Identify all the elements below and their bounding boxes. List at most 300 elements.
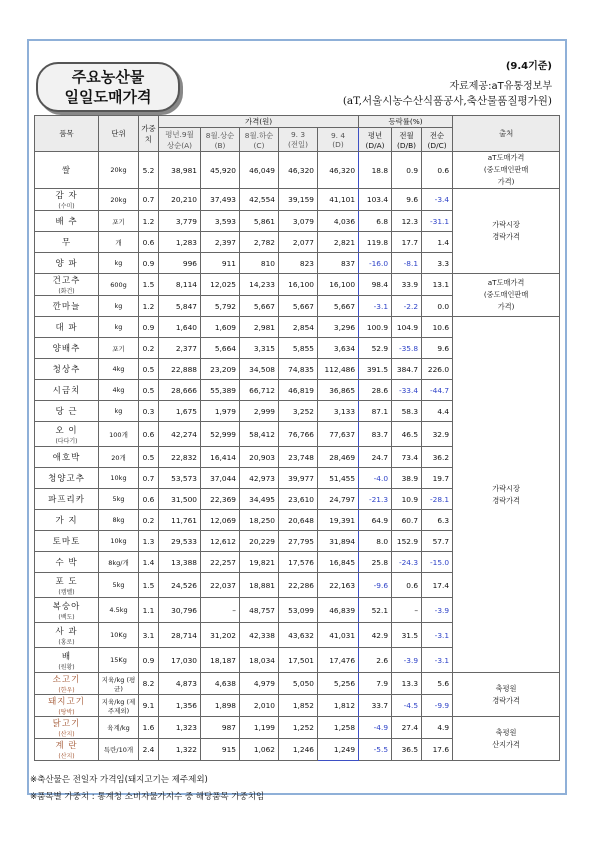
change-cell: 8.0 bbox=[359, 531, 392, 552]
price-cell: 19,821 bbox=[240, 552, 279, 573]
price-cell: 987 bbox=[201, 717, 240, 739]
change-cell: 6.8 bbox=[359, 211, 392, 232]
price-cell: 915 bbox=[201, 739, 240, 761]
item-name bbox=[35, 232, 99, 253]
change-cell: 6.3 bbox=[422, 510, 453, 531]
price-cell: 2,981 bbox=[240, 317, 279, 338]
change-cell: -3.9 bbox=[392, 648, 422, 673]
change-cell: -21.3 bbox=[359, 489, 392, 510]
item-name bbox=[35, 531, 99, 552]
item-name bbox=[35, 296, 99, 317]
item-name-text: 시금치 bbox=[52, 386, 81, 396]
item-name-text: 양 파 bbox=[55, 259, 78, 269]
source-line: 가격) bbox=[497, 302, 515, 311]
price-cell: 1,258 bbox=[318, 717, 359, 739]
item-weight: 1.1 bbox=[139, 598, 159, 623]
item-weight: 1.2 bbox=[139, 296, 159, 317]
header-price-col bbox=[279, 128, 318, 152]
item-variety: (산지) bbox=[58, 753, 75, 760]
price-cell: 17,576 bbox=[279, 552, 318, 573]
item-weight: 0.7 bbox=[139, 189, 159, 211]
item-name-text: 무 bbox=[61, 238, 72, 248]
item-variety: (홍로) bbox=[58, 638, 75, 646]
item-name-text: 애호박 bbox=[52, 453, 81, 463]
change-cell: 0.9 bbox=[392, 152, 422, 189]
item-weight: 0.5 bbox=[139, 380, 159, 401]
item-weight: 5.2 bbox=[139, 152, 159, 189]
item-name bbox=[35, 317, 99, 338]
item-variety: (수미) bbox=[58, 203, 75, 210]
price-cell: 2,999 bbox=[240, 401, 279, 422]
item-weight: 1.6 bbox=[139, 717, 159, 739]
price-cell: 1,322 bbox=[159, 739, 201, 761]
footnote-weight: ※품목별 가중치 : 통계청 소비자물가지수 중 해당품목 가중치임 bbox=[30, 792, 265, 802]
price-cell: 17,030 bbox=[159, 648, 201, 673]
change-cell: 31.5 bbox=[392, 623, 422, 648]
price-cell: 20,648 bbox=[279, 510, 318, 531]
item-name bbox=[35, 338, 99, 359]
price-cell: 5,855 bbox=[279, 338, 318, 359]
price-cell: 5,667 bbox=[318, 296, 359, 317]
item-name-text: 배 bbox=[61, 651, 72, 662]
source-cell bbox=[453, 152, 560, 189]
price-cell: 20,903 bbox=[240, 447, 279, 468]
header-change-col bbox=[422, 128, 453, 152]
header-col-line1: 9. 3 bbox=[290, 129, 306, 139]
item-unit: 5kg bbox=[99, 573, 139, 598]
header-col-line1: 8월.하순 bbox=[244, 130, 274, 140]
price-cell: 16,414 bbox=[201, 447, 240, 468]
price-cell: 58,412 bbox=[240, 422, 279, 447]
item-unit: 개 bbox=[99, 232, 139, 253]
price-cell: 37,044 bbox=[201, 468, 240, 489]
header-change-col bbox=[392, 128, 422, 152]
source-line: aT도매가격 bbox=[487, 278, 525, 287]
source-line: 경락가격 bbox=[492, 495, 520, 505]
change-cell: 24.7 bbox=[359, 447, 392, 468]
change-cell: -3.9 bbox=[422, 598, 453, 623]
price-cell: 28,666 bbox=[159, 380, 201, 401]
price-cell: 41,031 bbox=[318, 623, 359, 648]
change-cell: 87.1 bbox=[359, 401, 392, 422]
price-cell: 24,797 bbox=[318, 489, 359, 510]
item-unit: 10kg bbox=[99, 531, 139, 552]
item-name bbox=[35, 189, 99, 211]
change-cell: -4.0 bbox=[359, 468, 392, 489]
price-cell: 11,761 bbox=[159, 510, 201, 531]
source-line: 가락시장 bbox=[492, 483, 520, 493]
price-cell: 22,257 bbox=[201, 552, 240, 573]
item-weight: 3.1 bbox=[139, 623, 159, 648]
item-variety: (한우) bbox=[58, 687, 75, 694]
source-cell bbox=[453, 317, 560, 673]
item-weight: 0.2 bbox=[139, 338, 159, 359]
source-line: 산지가격 bbox=[492, 739, 520, 749]
change-cell: 9.6 bbox=[422, 338, 453, 359]
header-col-line2: 상순(A) bbox=[166, 140, 193, 150]
source-cell bbox=[453, 274, 560, 317]
change-cell: 0.6 bbox=[422, 152, 453, 189]
item-name bbox=[35, 253, 99, 274]
change-cell: 25.8 bbox=[359, 552, 392, 573]
item-name bbox=[35, 739, 99, 761]
price-cell: 911 bbox=[201, 253, 240, 274]
source-line: 축평원 bbox=[495, 727, 517, 737]
header-price-col bbox=[159, 128, 201, 152]
item-variety: (산지) bbox=[58, 731, 75, 738]
price-cell: 12,612 bbox=[201, 531, 240, 552]
price-cell: 2,854 bbox=[279, 317, 318, 338]
price-cell: 42,554 bbox=[240, 189, 279, 211]
table-row bbox=[35, 317, 560, 338]
price-cell: 23,610 bbox=[279, 489, 318, 510]
item-unit: 15Kg bbox=[99, 648, 139, 673]
price-cell: 46,819 bbox=[279, 380, 318, 401]
change-cell: 0.0 bbox=[422, 296, 453, 317]
item-name bbox=[35, 359, 99, 380]
price-cell: 53,099 bbox=[279, 598, 318, 623]
item-name-text: 대 파 bbox=[55, 323, 78, 333]
item-name-text: 닭고기 bbox=[52, 719, 81, 729]
price-cell: 996 bbox=[159, 253, 201, 274]
change-cell: 4.9 bbox=[422, 717, 453, 739]
item-name bbox=[35, 573, 99, 598]
price-cell: 3,593 bbox=[201, 211, 240, 232]
change-cell: 384.7 bbox=[392, 359, 422, 380]
price-cell: 1,640 bbox=[159, 317, 201, 338]
table-row bbox=[35, 717, 560, 739]
item-unit: 4.5kg bbox=[99, 598, 139, 623]
price-cell: 55,389 bbox=[201, 380, 240, 401]
price-cell: 3,079 bbox=[279, 211, 318, 232]
data-sources: (aT,서울시농수산식품공사,축산물품질평가원) bbox=[342, 95, 552, 107]
change-cell: -3.1 bbox=[359, 296, 392, 317]
item-weight: 1.3 bbox=[139, 531, 159, 552]
change-cell: 13.3 bbox=[392, 673, 422, 695]
price-cell: 31,500 bbox=[159, 489, 201, 510]
change-cell: -35.8 bbox=[392, 338, 422, 359]
header-col-line1: 전순 bbox=[429, 130, 445, 140]
header-col-line1: 평년.9월 bbox=[165, 129, 194, 139]
table-row bbox=[35, 274, 560, 296]
item-variety: (백도) bbox=[58, 613, 75, 621]
item-name bbox=[35, 422, 99, 447]
price-cell: 53,573 bbox=[159, 468, 201, 489]
table-row bbox=[35, 673, 560, 695]
item-unit: 100개 bbox=[99, 422, 139, 447]
price-table bbox=[34, 115, 560, 761]
change-cell: – bbox=[392, 598, 422, 623]
item-name bbox=[35, 648, 99, 673]
change-cell: 12.3 bbox=[392, 211, 422, 232]
price-cell: 18,250 bbox=[240, 510, 279, 531]
item-unit: kg bbox=[99, 317, 139, 338]
table-row bbox=[35, 189, 560, 211]
item-unit: 20kg bbox=[99, 189, 139, 211]
price-cell: 22,037 bbox=[201, 573, 240, 598]
price-cell: 77,637 bbox=[318, 422, 359, 447]
header-change-col bbox=[359, 128, 392, 152]
item-unit: 4kg bbox=[99, 359, 139, 380]
item-unit: 4kg bbox=[99, 380, 139, 401]
price-cell: 51,455 bbox=[318, 468, 359, 489]
price-cell: 1,062 bbox=[240, 739, 279, 761]
price-cell: 19,391 bbox=[318, 510, 359, 531]
price-cell: 42,274 bbox=[159, 422, 201, 447]
price-cell: 3,634 bbox=[318, 338, 359, 359]
change-cell: 152.9 bbox=[392, 531, 422, 552]
item-name-text: 포 도 bbox=[55, 576, 78, 587]
price-cell: 39,977 bbox=[279, 468, 318, 489]
item-unit: 10Kg bbox=[99, 623, 139, 648]
change-cell: -24.3 bbox=[392, 552, 422, 573]
price-cell: 17,501 bbox=[279, 648, 318, 673]
header-change-group: 등락률(%) bbox=[359, 116, 453, 128]
price-cell: 43,632 bbox=[279, 623, 318, 648]
price-cell: 31,202 bbox=[201, 623, 240, 648]
price-cell: 14,233 bbox=[240, 274, 279, 296]
price-cell: 31,894 bbox=[318, 531, 359, 552]
change-cell: 1.4 bbox=[422, 232, 453, 253]
item-name bbox=[35, 211, 99, 232]
item-unit: 8kg bbox=[99, 510, 139, 531]
price-cell: 45,920 bbox=[201, 152, 240, 189]
header-col-line2: (B) bbox=[214, 140, 226, 150]
change-cell: 73.4 bbox=[392, 447, 422, 468]
price-cell: 5,664 bbox=[201, 338, 240, 359]
header-item: 품목 bbox=[35, 116, 99, 152]
price-cell: 1,356 bbox=[159, 695, 201, 717]
change-cell: 9.6 bbox=[392, 189, 422, 211]
item-name bbox=[35, 274, 99, 296]
item-weight: 8.2 bbox=[139, 673, 159, 695]
price-cell: 5,861 bbox=[240, 211, 279, 232]
price-cell: 1,323 bbox=[159, 717, 201, 739]
price-cell: 24,526 bbox=[159, 573, 201, 598]
item-name-text: 건고추 bbox=[52, 276, 81, 286]
price-cell: 23,209 bbox=[201, 359, 240, 380]
item-weight: 0.9 bbox=[139, 648, 159, 673]
change-cell: 103.4 bbox=[359, 189, 392, 211]
item-weight: 1.4 bbox=[139, 552, 159, 573]
price-cell: 42,973 bbox=[240, 468, 279, 489]
header-col-line1: 9. 4 bbox=[330, 130, 346, 140]
price-cell: 46,320 bbox=[318, 152, 359, 189]
change-cell: 27.4 bbox=[392, 717, 422, 739]
change-cell: 7.9 bbox=[359, 673, 392, 695]
item-name-text: 배 추 bbox=[55, 217, 78, 227]
price-cell: 4,873 bbox=[159, 673, 201, 695]
price-cell: 112,486 bbox=[318, 359, 359, 380]
price-cell: 29,533 bbox=[159, 531, 201, 552]
table-body bbox=[35, 152, 560, 761]
price-cell: 27,795 bbox=[279, 531, 318, 552]
title-line2: 일일도매가격 bbox=[64, 88, 152, 106]
change-cell: 226.0 bbox=[422, 359, 453, 380]
item-weight: 1.5 bbox=[139, 573, 159, 598]
item-weight: 0.5 bbox=[139, 359, 159, 380]
price-cell: 4,638 bbox=[201, 673, 240, 695]
change-cell: -2.2 bbox=[392, 296, 422, 317]
item-name bbox=[35, 468, 99, 489]
item-name bbox=[35, 673, 99, 695]
change-cell: 391.5 bbox=[359, 359, 392, 380]
price-cell: 3,252 bbox=[279, 401, 318, 422]
item-variety: (다다기) bbox=[55, 437, 78, 445]
change-cell: 58.3 bbox=[392, 401, 422, 422]
price-cell: 22,286 bbox=[279, 573, 318, 598]
item-unit: 지육/kg (평균) bbox=[99, 673, 139, 695]
item-weight: 0.6 bbox=[139, 489, 159, 510]
header-col-line1: 평년 bbox=[367, 130, 383, 140]
price-cell: 1,812 bbox=[318, 695, 359, 717]
header-col-line2: (D) bbox=[332, 139, 344, 149]
header-col-line2: (D/B) bbox=[397, 140, 417, 150]
price-cell: 1,609 bbox=[201, 317, 240, 338]
change-cell: 64.9 bbox=[359, 510, 392, 531]
header-col-line2: (전일) bbox=[287, 139, 309, 149]
item-weight: 1.5 bbox=[139, 274, 159, 296]
price-cell: 28,714 bbox=[159, 623, 201, 648]
price-cell: 1,283 bbox=[159, 232, 201, 253]
price-cell: 2,782 bbox=[240, 232, 279, 253]
change-cell: 13.1 bbox=[422, 274, 453, 296]
price-cell: 34,495 bbox=[240, 489, 279, 510]
item-name-text: 깐마늘 bbox=[52, 302, 81, 312]
item-name-text: 양배추 bbox=[52, 344, 81, 354]
price-cell: 18,034 bbox=[240, 648, 279, 673]
price-cell: 46,839 bbox=[318, 598, 359, 623]
table-row bbox=[35, 152, 560, 189]
change-cell: 60.7 bbox=[392, 510, 422, 531]
change-cell: -3.1 bbox=[422, 623, 453, 648]
item-name-text: 사 과 bbox=[55, 626, 78, 637]
price-cell: 22,888 bbox=[159, 359, 201, 380]
price-cell: 42,338 bbox=[240, 623, 279, 648]
price-cell: 34,508 bbox=[240, 359, 279, 380]
page-title bbox=[36, 62, 180, 112]
price-cell: 23,748 bbox=[279, 447, 318, 468]
price-cell: 74,835 bbox=[279, 359, 318, 380]
price-cell: 1,852 bbox=[279, 695, 318, 717]
item-name-text: 계 란 bbox=[55, 741, 78, 751]
price-cell: 37,493 bbox=[201, 189, 240, 211]
price-cell: 4,979 bbox=[240, 673, 279, 695]
item-weight: 0.6 bbox=[139, 232, 159, 253]
footnote-livestock: ※축산물은 전일자 가격임(돼지고기는 제주제외) bbox=[30, 775, 208, 785]
price-cell: 76,766 bbox=[279, 422, 318, 447]
change-cell: -44.7 bbox=[422, 380, 453, 401]
price-cell: 22,369 bbox=[201, 489, 240, 510]
item-unit: kg bbox=[99, 401, 139, 422]
price-cell: 2,010 bbox=[240, 695, 279, 717]
change-cell: -4.5 bbox=[392, 695, 422, 717]
item-weight: 1.2 bbox=[139, 211, 159, 232]
price-cell: 2,397 bbox=[201, 232, 240, 253]
item-weight: 2.4 bbox=[139, 739, 159, 761]
price-cell: 12,025 bbox=[201, 274, 240, 296]
price-cell: 5,050 bbox=[279, 673, 318, 695]
source-line: aT도매가격 bbox=[487, 153, 525, 162]
change-cell: 100.9 bbox=[359, 317, 392, 338]
item-name-text: 소고기 bbox=[52, 675, 81, 685]
item-unit: 육계/kg bbox=[99, 717, 139, 739]
item-variety: (캠벨) bbox=[58, 588, 75, 596]
item-weight: 0.9 bbox=[139, 317, 159, 338]
source-line: 가락시장 bbox=[492, 220, 520, 229]
price-cell: 36,865 bbox=[318, 380, 359, 401]
item-name-text: 쌀 bbox=[61, 166, 72, 176]
source-line: 축평원 bbox=[495, 683, 517, 693]
source-cell bbox=[453, 717, 560, 761]
change-cell: 4.4 bbox=[422, 401, 453, 422]
item-name bbox=[35, 401, 99, 422]
source-line: 가격) bbox=[497, 177, 515, 186]
item-unit: kg bbox=[99, 296, 139, 317]
source-cell bbox=[453, 673, 560, 717]
item-name-text: 청양고추 bbox=[48, 474, 85, 484]
item-variety: (원황) bbox=[58, 663, 75, 671]
item-unit: 20kg bbox=[99, 152, 139, 189]
item-name-text: 파프리카 bbox=[48, 495, 85, 505]
item-unit: kg bbox=[99, 253, 139, 274]
change-cell: 38.9 bbox=[392, 468, 422, 489]
price-cell: 810 bbox=[240, 253, 279, 274]
header-col-line1: 8월.상순 bbox=[205, 130, 235, 140]
price-cell: 3,315 bbox=[240, 338, 279, 359]
item-name-text: 수 박 bbox=[55, 558, 78, 568]
item-weight: 9.1 bbox=[139, 695, 159, 717]
item-weight: 0.6 bbox=[139, 422, 159, 447]
item-unit: 20개 bbox=[99, 447, 139, 468]
item-weight: 0.7 bbox=[139, 468, 159, 489]
change-cell: 98.4 bbox=[359, 274, 392, 296]
header-col-line1: 전월 bbox=[399, 130, 414, 140]
item-name-text: 복숭아 bbox=[52, 601, 81, 612]
header-col-line2: (D/A) bbox=[365, 140, 385, 150]
item-name bbox=[35, 489, 99, 510]
price-cell: 1,252 bbox=[279, 717, 318, 739]
change-cell: 17.4 bbox=[422, 573, 453, 598]
change-cell: 10.6 bbox=[422, 317, 453, 338]
item-name bbox=[35, 510, 99, 531]
change-cell: 17.6 bbox=[422, 739, 453, 761]
price-cell: 1,246 bbox=[279, 739, 318, 761]
price-cell: 837 bbox=[318, 253, 359, 274]
price-cell: 38,981 bbox=[159, 152, 201, 189]
change-cell: 19.7 bbox=[422, 468, 453, 489]
price-cell: 3,779 bbox=[159, 211, 201, 232]
price-cell: 5,667 bbox=[240, 296, 279, 317]
change-cell: 57.7 bbox=[422, 531, 453, 552]
price-cell: 2,377 bbox=[159, 338, 201, 359]
source-line: (중도매인판매 bbox=[483, 290, 529, 299]
change-cell: 83.7 bbox=[359, 422, 392, 447]
change-cell: 42.9 bbox=[359, 623, 392, 648]
change-cell: 10.9 bbox=[392, 489, 422, 510]
change-cell: -31.1 bbox=[422, 211, 453, 232]
header-weight: 가중치 bbox=[139, 116, 159, 152]
price-cell: 28,469 bbox=[318, 447, 359, 468]
price-cell: 5,847 bbox=[159, 296, 201, 317]
change-cell: -9.9 bbox=[422, 695, 453, 717]
source-cell bbox=[453, 189, 560, 274]
source-line: (중도매인판매 bbox=[483, 165, 529, 174]
item-variety: (화건) bbox=[58, 288, 75, 295]
price-cell: 52,999 bbox=[201, 422, 240, 447]
price-cell: 39,159 bbox=[279, 189, 318, 211]
change-cell: 5.6 bbox=[422, 673, 453, 695]
